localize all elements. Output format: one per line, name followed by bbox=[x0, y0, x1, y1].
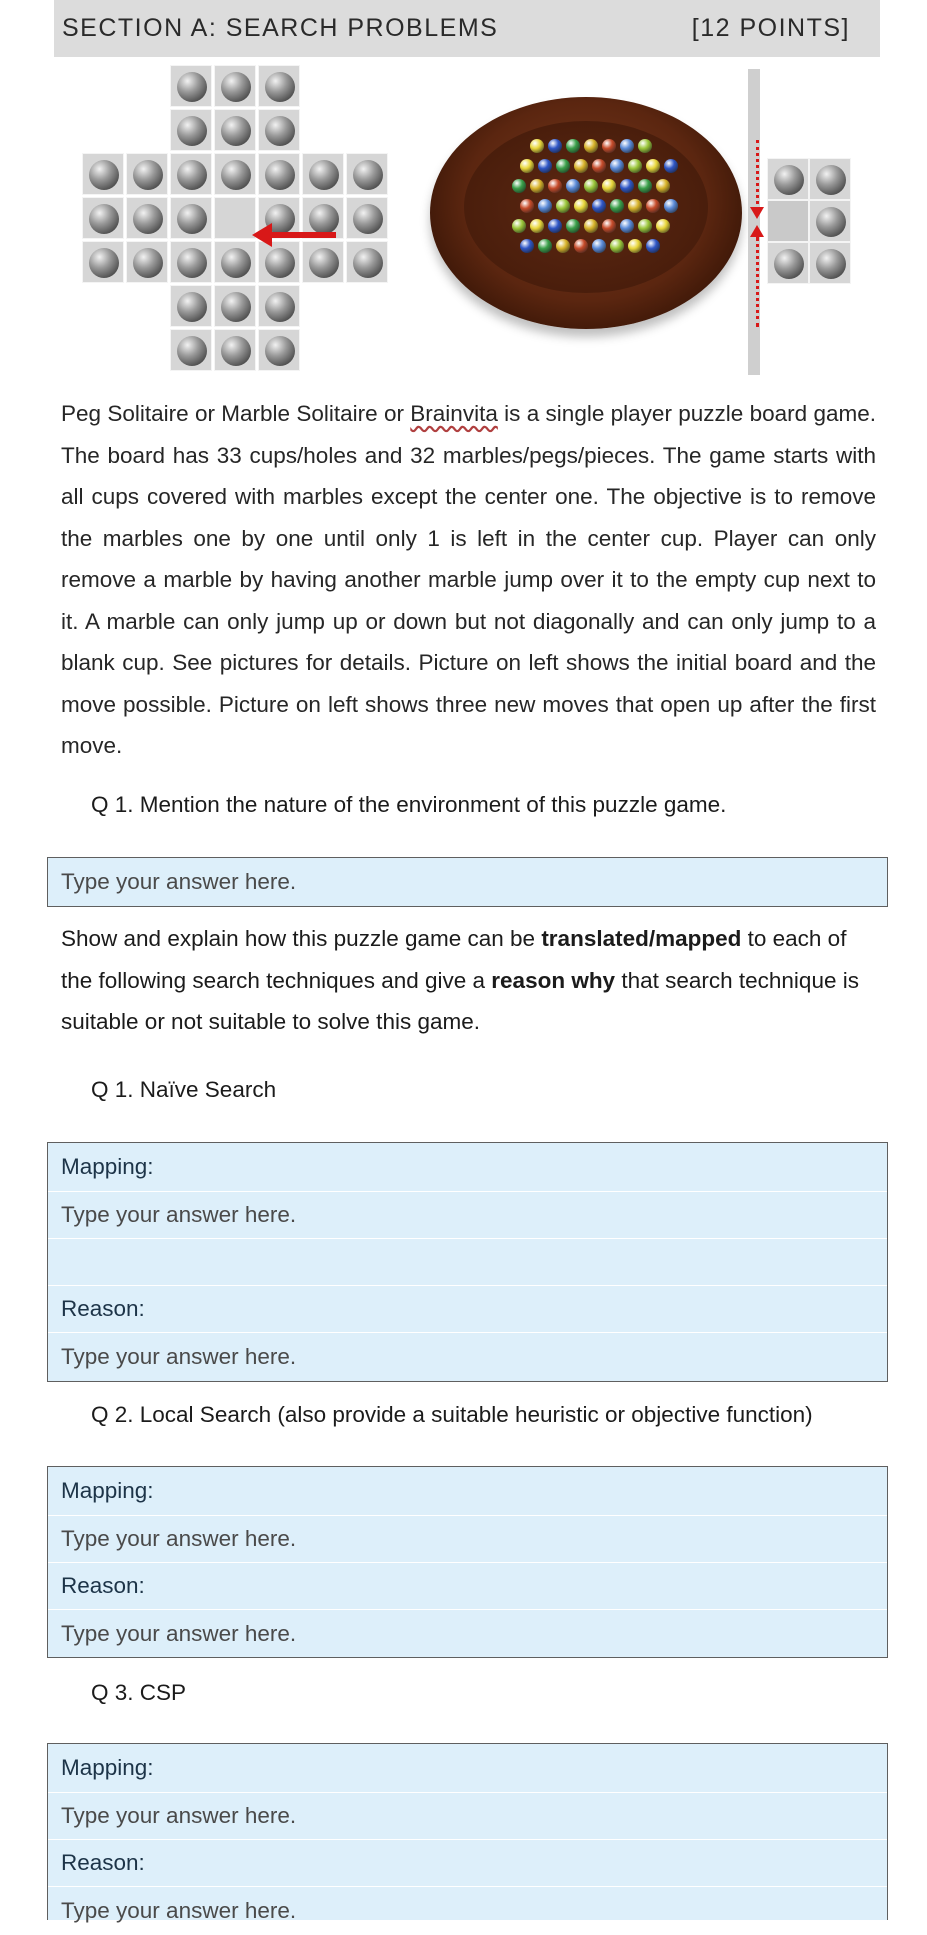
marble-icon bbox=[309, 204, 339, 234]
glass-marble bbox=[530, 219, 544, 233]
glass-marble bbox=[628, 199, 642, 213]
board-cup bbox=[170, 241, 212, 283]
board-cup bbox=[302, 153, 344, 195]
glass-marble bbox=[538, 239, 552, 253]
board-cup bbox=[258, 285, 300, 327]
glass-marble bbox=[538, 199, 552, 213]
board-cup bbox=[170, 153, 212, 195]
glass-marble bbox=[602, 139, 616, 153]
glass-marble bbox=[520, 239, 534, 253]
question-local-search: Q 2. Local Search (also provide a suitable heuristic or objective function) bbox=[91, 1402, 813, 1427]
marble-icon bbox=[221, 336, 251, 366]
board-cup bbox=[258, 65, 300, 107]
intro-text-2: is a single player puzzle board game. The board has 33 cups/holes and 32 marbles/pegs/pieces. The game starts with all cups covered with marbles except the center one. The objective is to remove the marbles one by one until only 1 is left in the center cup. Player can only remove a marble by having another marble jump over it to the empty cup next to it. A marble can only jump up or down but not diagonally and can only jump to a blank cup. See pictures for details. Picture on left shows the initial board and the move possible. Picture on left shows three new moves that open up after the first move. bbox=[61, 401, 876, 758]
glass-marble bbox=[638, 179, 652, 193]
marble-icon bbox=[774, 249, 804, 279]
glass-marble bbox=[656, 219, 670, 233]
marble-icon bbox=[265, 72, 295, 102]
board-cup bbox=[809, 158, 851, 200]
reason-label: Reason: bbox=[48, 1285, 887, 1332]
glass-marble bbox=[530, 179, 544, 193]
glass-marble bbox=[548, 139, 562, 153]
glass-marble bbox=[628, 159, 642, 173]
intro-text-1: Peg Solitaire or Marble Solitaire or bbox=[61, 401, 411, 426]
reason-label: Reason: bbox=[48, 1562, 887, 1609]
glass-marble bbox=[628, 239, 642, 253]
board-cup bbox=[767, 158, 809, 200]
glass-marble bbox=[584, 219, 598, 233]
board-cup bbox=[126, 153, 168, 195]
answer-box-environment[interactable] bbox=[47, 857, 888, 907]
instr-text-3: that search technique is suitable or not suitable to solve this game. bbox=[61, 967, 859, 1034]
spacer-row bbox=[48, 1238, 887, 1285]
board-cup bbox=[170, 197, 212, 239]
marble-icon bbox=[177, 292, 207, 322]
glass-marble bbox=[638, 139, 652, 153]
question-environment: Q 1. Mention the nature of the environment of this puzzle game. bbox=[91, 792, 727, 817]
glass-marble bbox=[574, 239, 588, 253]
marble-set bbox=[464, 121, 708, 293]
glass-marble bbox=[664, 199, 678, 213]
marble-icon bbox=[177, 116, 207, 146]
glass-marble bbox=[646, 159, 660, 173]
glass-marble bbox=[566, 219, 580, 233]
glass-marble bbox=[610, 239, 624, 253]
instructions-paragraph bbox=[61, 918, 876, 1043]
board-cup bbox=[126, 197, 168, 239]
marble-icon bbox=[221, 72, 251, 102]
board-cup bbox=[170, 329, 212, 371]
marble-icon bbox=[265, 248, 295, 278]
mapping-answer-field[interactable]: Type your answer here. bbox=[48, 1191, 887, 1238]
marble-icon bbox=[221, 292, 251, 322]
board-cup bbox=[214, 241, 256, 283]
board-cup bbox=[258, 329, 300, 371]
glass-marble bbox=[602, 219, 616, 233]
glass-marble bbox=[574, 199, 588, 213]
board-cup bbox=[346, 241, 388, 283]
glass-marble bbox=[584, 139, 598, 153]
answer-field[interactable]: Type your answer here. bbox=[61, 869, 297, 894]
reason-answer-field[interactable]: Type your answer here. bbox=[48, 1886, 887, 1935]
marble-icon bbox=[816, 249, 846, 279]
mapping-label: Mapping: bbox=[61, 1478, 154, 1503]
answer-box-naive-search[interactable] bbox=[47, 1142, 888, 1382]
glass-marble bbox=[646, 199, 660, 213]
section-points: [12 POINTS] bbox=[691, 14, 850, 42]
board-cup bbox=[82, 197, 124, 239]
glass-marble bbox=[548, 179, 562, 193]
glass-marble bbox=[646, 239, 660, 253]
board-cup bbox=[809, 242, 851, 284]
glass-marble bbox=[556, 239, 570, 253]
marble-icon bbox=[221, 116, 251, 146]
board-cup bbox=[767, 200, 809, 242]
mapping-answer-field[interactable]: Type your answer here. bbox=[48, 1515, 887, 1562]
marble-icon bbox=[89, 248, 119, 278]
marble-icon bbox=[133, 160, 163, 190]
arrow-down-icon bbox=[750, 207, 764, 219]
glass-marble bbox=[556, 159, 570, 173]
answer-box-csp[interactable] bbox=[47, 1743, 888, 1923]
mapping-answer-field[interactable]: Type your answer here. bbox=[48, 1792, 887, 1839]
marble-icon bbox=[177, 204, 207, 234]
board-cup bbox=[258, 153, 300, 195]
glass-marble bbox=[592, 159, 606, 173]
board-cup bbox=[346, 153, 388, 195]
instr-bold-2: reason why bbox=[491, 967, 616, 993]
marble-icon bbox=[265, 292, 295, 322]
marble-icon bbox=[177, 160, 207, 190]
board-cup bbox=[214, 285, 256, 327]
intro-paragraph bbox=[61, 393, 876, 767]
board-cup bbox=[214, 197, 256, 239]
instr-text-1: Show and explain how this puzzle game can be bbox=[61, 926, 542, 951]
marble-icon bbox=[353, 160, 383, 190]
move-line-up bbox=[756, 237, 759, 327]
glass-marble bbox=[556, 199, 570, 213]
board-cup bbox=[258, 241, 300, 283]
board-cup bbox=[302, 241, 344, 283]
marble-solitaire-photo bbox=[430, 97, 742, 329]
marble-icon bbox=[133, 248, 163, 278]
glass-marble bbox=[592, 239, 606, 253]
glass-marble bbox=[548, 219, 562, 233]
board-cup bbox=[214, 329, 256, 371]
marble-icon bbox=[816, 207, 846, 237]
marble-icon bbox=[816, 165, 846, 195]
glass-marble bbox=[566, 179, 580, 193]
marble-icon bbox=[221, 248, 251, 278]
marble-icon bbox=[221, 160, 251, 190]
section-header bbox=[54, 0, 880, 57]
marble-icon bbox=[774, 165, 804, 195]
glass-marble bbox=[584, 179, 598, 193]
mapping-label: Mapping: bbox=[61, 1154, 154, 1179]
board-cup bbox=[170, 109, 212, 151]
glass-marble bbox=[512, 179, 526, 193]
glass-marble bbox=[566, 139, 580, 153]
instr-bold-1: translated/mapped bbox=[541, 926, 742, 951]
answer-box-local-search[interactable] bbox=[47, 1466, 888, 1658]
marble-icon bbox=[265, 116, 295, 146]
glass-marble bbox=[638, 219, 652, 233]
marble-icon bbox=[353, 248, 383, 278]
intro-brainvita: Brainvita bbox=[410, 401, 498, 426]
move-line-down bbox=[756, 140, 759, 210]
board-cup bbox=[82, 153, 124, 195]
glass-marble bbox=[538, 159, 552, 173]
board-strip bbox=[748, 69, 760, 375]
board-cup bbox=[170, 285, 212, 327]
glass-marble bbox=[520, 159, 534, 173]
marble-icon bbox=[133, 204, 163, 234]
marble-icon bbox=[177, 248, 207, 278]
glass-marble bbox=[656, 179, 670, 193]
marble-icon bbox=[89, 160, 119, 190]
glass-marble bbox=[610, 159, 624, 173]
board-cup bbox=[82, 241, 124, 283]
marble-icon bbox=[309, 160, 339, 190]
arrow-up-icon bbox=[750, 225, 764, 237]
board-cup bbox=[214, 65, 256, 107]
board-cup bbox=[809, 200, 851, 242]
reason-answer-field[interactable]: Type your answer here. bbox=[48, 1609, 887, 1658]
board-cup bbox=[170, 65, 212, 107]
instr-text-2: to each of the following search techniques and give a bbox=[61, 926, 847, 993]
section-title: SECTION A: SEARCH PROBLEMS bbox=[62, 14, 499, 42]
board-cup bbox=[214, 153, 256, 195]
glass-marble bbox=[602, 179, 616, 193]
marble-icon bbox=[177, 336, 207, 366]
marble-icon bbox=[177, 72, 207, 102]
glass-marble bbox=[620, 219, 634, 233]
glass-marble bbox=[610, 199, 624, 213]
glass-marble bbox=[620, 179, 634, 193]
glass-marble bbox=[592, 199, 606, 213]
mapping-label: Mapping: bbox=[61, 1755, 154, 1780]
glass-marble bbox=[574, 159, 588, 173]
reason-answer-field[interactable]: Type your answer here. bbox=[48, 1332, 887, 1381]
move-arrow bbox=[270, 232, 336, 238]
board-cup bbox=[767, 242, 809, 284]
board-cup bbox=[258, 109, 300, 151]
glass-marble bbox=[664, 159, 678, 173]
glass-marble bbox=[520, 199, 534, 213]
glass-marble bbox=[620, 139, 634, 153]
marble-icon bbox=[309, 248, 339, 278]
question-csp: Q 3. CSP bbox=[91, 1680, 187, 1705]
marble-icon bbox=[265, 336, 295, 366]
board-cup bbox=[126, 241, 168, 283]
marble-icon bbox=[265, 160, 295, 190]
marble-icon bbox=[89, 204, 119, 234]
question-naive-search: Q 1. Naïve Search bbox=[91, 1077, 277, 1102]
glass-marble bbox=[530, 139, 544, 153]
board-cup bbox=[346, 197, 388, 239]
board-cup bbox=[214, 109, 256, 151]
reason-label: Reason: bbox=[48, 1839, 887, 1886]
figures-area bbox=[0, 57, 927, 377]
marble-icon bbox=[353, 204, 383, 234]
glass-marble bbox=[512, 219, 526, 233]
